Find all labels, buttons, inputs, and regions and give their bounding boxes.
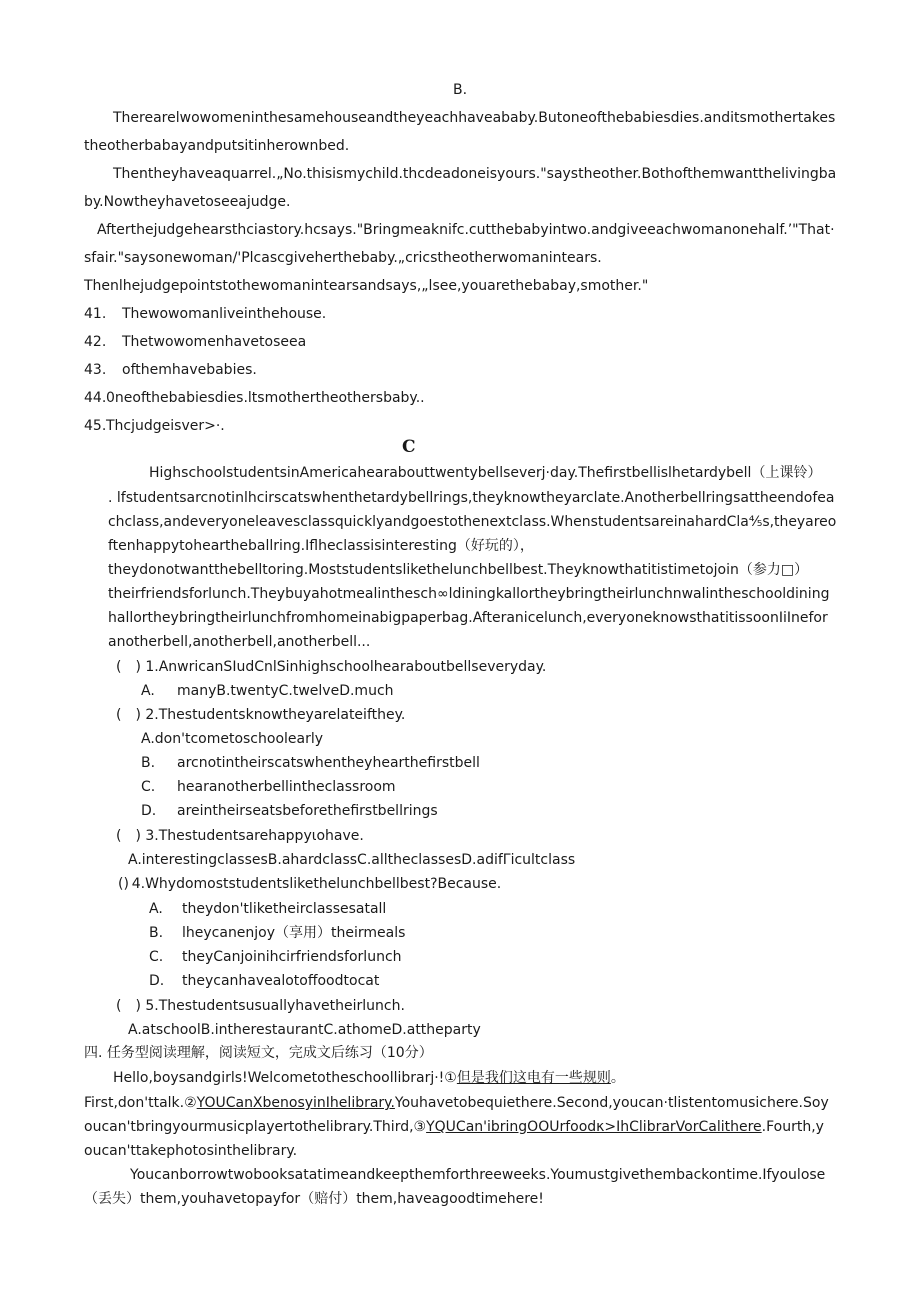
passage-four-line: First,don'ttalk.②YOUCanXbenosyinIhelibrary.Youhavetobequiethere.Second,youcan·tlistentomusichere.Soy <box>84 1095 829 1111</box>
option-text: lheycanenjoy（享用）theirmeals <box>182 925 406 941</box>
question-stem: ( ) 5.Thestudentsusuallyhavetheirlunch. <box>116 998 405 1014</box>
option-text: theycanhavealotoffoodtocat <box>182 973 380 989</box>
passage-c-line: ftenhappytoheartheballring.Iflheclassisinteresting（好玩的）， <box>108 538 534 554</box>
question-text: ofthemhavebabies. <box>122 362 257 378</box>
passage-b-line: Thenlhejudgepointstothewomanintearsandsays,„lsee,youarethebabay,smother." <box>84 278 649 294</box>
question-number: 43. <box>84 362 107 378</box>
question-stem: ( ) 1.AnwricanSIudCnlSinhighschoolhearaboutbellseveryday. <box>116 659 547 675</box>
question-text: 0neofthebabiesdies.ltsmothertheothersbaby.. <box>106 390 425 406</box>
option-letter: A. <box>149 901 163 917</box>
option-text: A.don'tcometoschoolearly <box>141 731 324 747</box>
underlined-phrase: YQUCan'ibringOOUrfoodκ>IhClibrarVorCalithere <box>426 1119 762 1135</box>
question-number: 41. <box>84 306 107 322</box>
passage-four-line: oucan'tbringyourmusicplayertothelibrary.Third,③YQUCan'ibringOOUrfoodκ>IhClibrarVorCalithere.Fourth,y <box>84 1119 824 1135</box>
option-text: arcnotintheirscatswhentheyhearthefirstbell <box>177 755 480 771</box>
passage-b-line: theotherbabayandputsitinherownbed. <box>84 138 350 154</box>
option-text: areintheirseatsbeforethefirstbellrings <box>177 803 438 819</box>
passage-c-line: chclass,andeveryoneleavesclassquicklyandgoestothenextclass.WhenstudentsareinahardCla⅘s,theyareo <box>108 514 837 530</box>
passage-four-line: （丢失）them,youhavetopayfor（赔付）them,haveagoodtimehere! <box>84 1191 544 1207</box>
passage-b-line: sfair."saysonewoman/'Plcascgiveherthebaby.„cricstheotherwomanintears. <box>84 250 602 266</box>
option-letter: B. <box>141 755 156 771</box>
question-number: 42. <box>84 334 107 350</box>
option-letter: B. <box>149 925 164 941</box>
option-letter: A. <box>141 683 155 699</box>
passage-c-line: hallortheybringtheirlunchfromhomeinabigpaperbag.Afteranicelunch,everyoneknowsthatitissoonIiInefor <box>108 610 828 626</box>
underlined-phrase: YOUCanXbenosyinIhelibrary. <box>196 1095 395 1111</box>
option-letter: D. <box>149 973 165 989</box>
passage-b-line: by.Nowtheyhavetoseeajudge. <box>84 194 291 210</box>
option-text: hearanotherbellintheclassroom <box>177 779 396 795</box>
option-text: A.interestingclassesB.ahardclassC.alltheclassesD.adifΓicultclass <box>128 852 576 868</box>
passage-four-line: oucan'ttakephotosinthelibrary. <box>84 1143 298 1159</box>
question-stem: ( ) 3.Thestudentsarehappyιohave. <box>116 828 364 844</box>
passage-c-heading: C <box>402 437 416 457</box>
underlined-phrase: 但是我们这电有一些规则 <box>456 1070 611 1086</box>
question-number: 45. <box>84 418 107 434</box>
question-text: Thewowomanliveinthehouse. <box>122 306 327 322</box>
passage-b-line: Therearelwowomeninthesamehouseandtheyeachhaveababy.Butoneofthebabiesdies.anditsmothertakes <box>113 110 836 126</box>
section-four-heading: 四. 任务型阅读理解，阅读短文，完成文后练习（10分） <box>84 1045 433 1061</box>
passage-c-line: theydonotwantthebelltoring.Moststudentslikethelunchbellbest.Theyknowthatitistimetojoin（参力□） <box>108 562 809 578</box>
question-number: 44. <box>84 390 107 406</box>
question-text: Thetwowomenhavetoseea <box>122 334 307 350</box>
passage-four-line: Youcanborrowtwobooksatatimeandkeepthemforthreeweeks.Youmustgivethembackontime.Ifyoulose <box>130 1167 826 1183</box>
option-letter: D. <box>141 803 157 819</box>
question-text: Thcjudgeisver>·. <box>106 418 225 434</box>
passage-c-line: anotherbell,anotherbell,anotherbell... <box>108 634 371 650</box>
question-stem: () 4.Whydomoststudentslikethelunchbellbest?Because. <box>118 876 502 892</box>
passage-c-line: . lfstudentsarcnotinlhcirscatswhenthetardybellrings,theyknowtheyarclate.Anotherbellringsattheendofea <box>108 490 835 506</box>
passage-b-line: Thentheyhaveaquarrel.„No.thisismychild.thcdeadoneisyours."saystheother.Bothofthemwantthelivingba <box>113 166 837 182</box>
option-text: theyCanjoinihcirfriendsforlunch <box>182 949 402 965</box>
passage-b-heading: B. <box>453 82 468 98</box>
passage-b-line: Afterthejudgehearsthciastory.hcsays."Bringmeaknifc.cutthebabyintwo.andgiveeachwomanonehalf.’"That· <box>97 222 835 238</box>
passage-c-line: HighschoolstudentsinAmericahearabouttwentybellseverj·day.Thefirstbellislhetardybell（上课铃） <box>149 465 822 481</box>
option-text: theydon'tliketheirclassesatall <box>182 901 387 917</box>
option-text: A.atschoolB.intherestaurantC.athomeD.attheparty <box>128 1022 481 1038</box>
passage-four-line: Hello,boysandgirls!Welcometotheschoollibrarj·!①但是我们这电有一些规则。 <box>113 1070 625 1086</box>
passage-c-line: theirfriendsforlunch.Theybuyahotmealinthesch∞ldiningkallortheybringtheirlunchnwalintheschooldining <box>108 586 830 602</box>
option-text: manyB.twentyC.twelveD.much <box>177 683 394 699</box>
option-letter: C. <box>141 779 156 795</box>
question-stem: ( ) 2.Thestudentsknowtheyarelateifthey. <box>116 707 406 723</box>
option-letter: C. <box>149 949 164 965</box>
